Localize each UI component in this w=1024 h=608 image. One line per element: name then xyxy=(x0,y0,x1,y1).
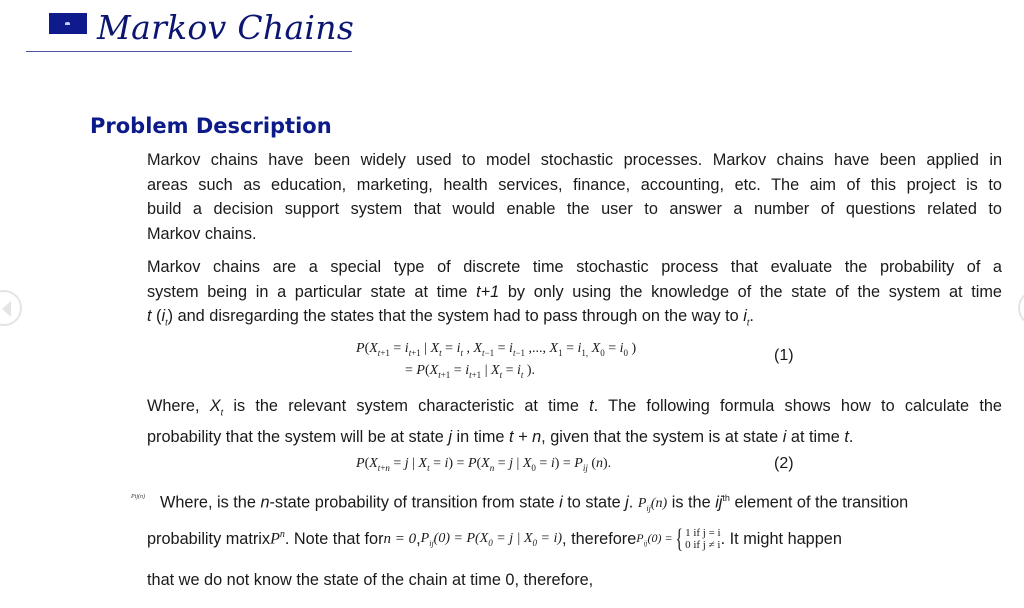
cases-block: 1 if j = i 0 if j ≠ i xyxy=(685,527,721,551)
text-line: that we do not know the state of the chain at time 0, therefore, xyxy=(147,571,594,589)
logo-icon xyxy=(49,13,87,34)
paragraph-transition xyxy=(147,394,1002,449)
section-heading: Problem Description xyxy=(90,114,332,138)
previous-slide-button[interactable] xyxy=(0,290,22,326)
paragraph-intro xyxy=(147,148,1002,246)
cases-brace: { xyxy=(675,524,683,553)
equation-2: $P(X_{t+n} = j$ | $X_t = i) = P(X_n = j$ | $X_0 = i) = P_{ij}$ (n). xyxy=(356,456,612,473)
text-line: Markov chains are a special type of discrete time stochastic process that evaluate the probability of a xyxy=(147,258,1002,276)
text-line: areas such as education, marketing, health services, finance, accounting, etc. The aim of this project is to xyxy=(147,175,1002,194)
page-title: Markov Chains xyxy=(97,8,355,47)
title-divider xyxy=(26,51,352,52)
equation-1-line-2: = $P(X_{t+1} = i_{t+1}$ | $X_t = i_t$ ). xyxy=(405,363,536,380)
text-line: Markov chains. xyxy=(147,224,257,243)
next-slide-button[interactable] xyxy=(1018,290,1024,326)
text-line: Where, is the n-state probability of transition from state i to state j. $P_{ij}(n)$ is the $ij^{th}$ element of the transition xyxy=(160,493,909,514)
equation-1-line-1: $P(X_{t+1} = i_{t+1}$ | $X_t = i_t$ , $X_{t-1} = i_{t-1}$ ,..., $X_1 = i_{1,}$ $X_0 = i_0$ ) xyxy=(356,341,637,358)
equation-1-number: (1) xyxy=(774,347,794,364)
equation-2-number: (2) xyxy=(774,455,794,472)
text-line: probability matrix $P^n$ . Note that for n = 0 , $P_{ij}(0) = P(X_0 = j$ | $X_0 = i$) , therefore $P_{ij}(0)$ = { 1 if j = i 0 if j ≠ i . It might happen xyxy=(147,524,842,553)
pij-n-label: Pij(n) xyxy=(131,494,145,500)
text-line: Where, $X_t$ is the relevant system characteristic at time t. The following formula shows how to calculate the xyxy=(147,397,1002,418)
text-line: probability that the system will be at state j in time t + n, given that the system is at state i at time t. xyxy=(147,427,854,446)
text-line: build a decision support system that would enable the user to answer a number of questions related to xyxy=(147,200,1002,218)
chevron-left-icon xyxy=(2,301,11,317)
pij-n-math: $P_{ij}(n)$ xyxy=(637,496,668,514)
text-line: t $(i_t)$ and disregarding the states that the system had to pass through on the way to $i_t$. xyxy=(147,307,754,328)
paragraph-definition xyxy=(147,255,1002,335)
text-line: system being in a particular state at time t+1 by only using the knowledge of the state of the system at time xyxy=(147,282,1002,301)
text-line: Markov chains have been widely used to model stochastic processes. Markov chains have been applied in xyxy=(147,151,1002,169)
